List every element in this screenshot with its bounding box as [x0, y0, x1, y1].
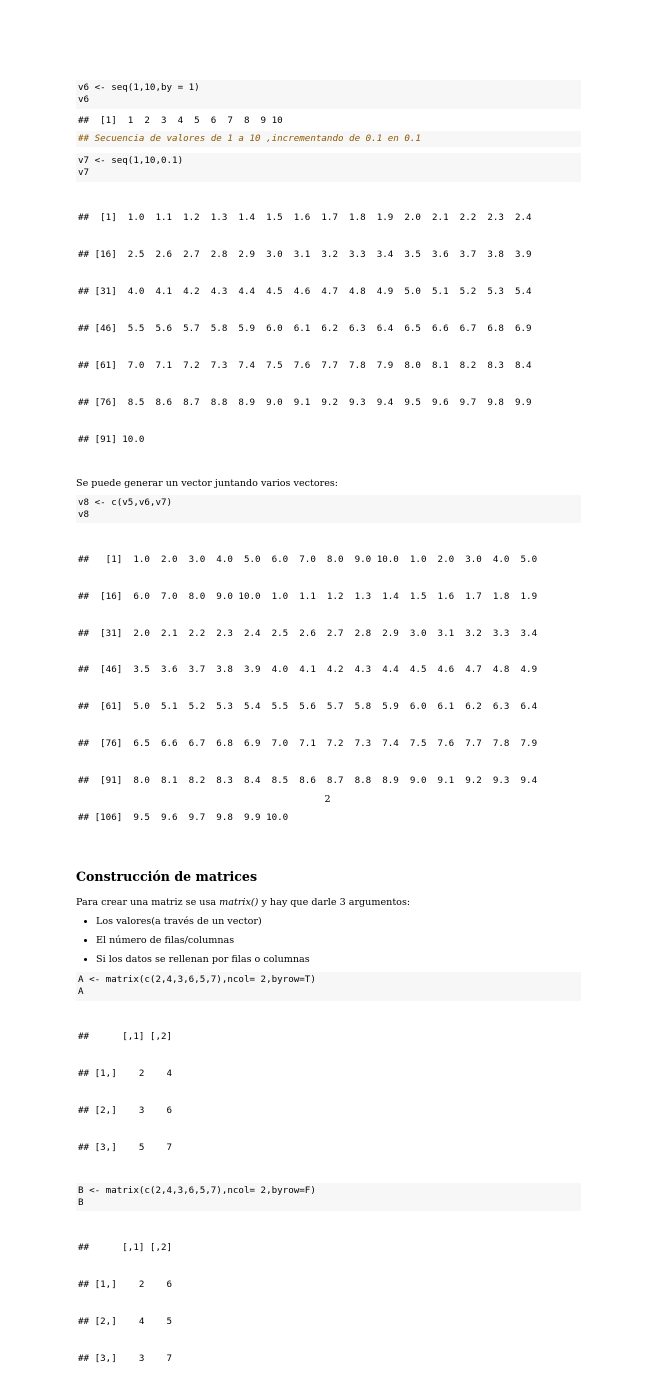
page-content: [76, 80, 581, 1389]
text-segment: y hay que darle 3 argumentos:: [258, 896, 411, 908]
paragraph-matrix-intro: [76, 896, 581, 909]
page-number: 2: [324, 794, 331, 805]
code-line: B <- matrix(c(2,4,3,6,5,7),ncol= 2,byrow=F): [78, 1184, 316, 1196]
output-line: ## [91] 8.0 8.1 8.2 8.3 8.4 8.5 8.6 8.7 8.8 8.9 9.0 9.1 9.2 9.3 9.4: [78, 775, 538, 787]
list-item: • Los valores(a través de un vector): [96, 915, 581, 928]
output-block-v6: [76, 115, 581, 127]
code-block-v8: [76, 495, 581, 524]
output-line: ## [76] 6.5 6.6 6.7 6.8 6.9 7.0 7.1 7.2 7.3 7.4 7.5 7.6 7.7 7.8 7.9: [78, 738, 538, 750]
output-line: ## [1,] 2 4: [78, 1068, 173, 1079]
list-item: • Si los datos se rellenan por filas o columnas: [96, 953, 581, 966]
function-name: matrix(): [219, 896, 259, 908]
code-line: v8: [78, 508, 90, 520]
output-line: ## [3,] 3 7: [78, 1352, 173, 1364]
output-line: ## [16] 6.0 7.0 8.0 9.0 10.0 1.0 1.1 1.2 1.3 1.4 1.5 1.6 1.7 1.8 1.9: [78, 590, 538, 602]
list-item: • El número de filas/columnas: [96, 934, 581, 947]
code-block-comment: [76, 131, 581, 147]
output-line: ## [61] 5.0 5.1 5.2 5.3 5.4 5.5 5.6 5.7 5.8 5.9 6.0 6.1 6.2 6.3 6.4: [78, 701, 538, 713]
output-line: ## [16] 2.5 2.6 2.7 2.8 2.9 3.0 3.1 3.2 3.3 3.4 3.5 3.6 3.7 3.8 3.9: [78, 249, 532, 261]
code-block-matrix-a: [76, 972, 581, 1001]
output-line: ## [1] 1.0 2.0 3.0 4.0 5.0 6.0 7.0 8.0 9.0 10.0 1.0 2.0 3.0 4.0 5.0: [78, 553, 538, 565]
output-line: ## [31] 2.0 2.1 2.2 2.3 2.4 2.5 2.6 2.7 2.8 2.9 3.0 3.1 3.2 3.3 3.4: [78, 627, 538, 639]
code-comment: ## Secuencia de valores de 1 a 10 ,incrementando de 0.1 en 0.1: [78, 132, 421, 144]
output-block-v7: [76, 188, 581, 471]
output-line: ## [61] 7.0 7.1 7.2 7.3 7.4 7.5 7.6 7.7 7.8 7.9 8.0 8.1 8.2 8.3 8.4: [78, 359, 532, 371]
output-line: ## [2,] 3 6: [78, 1104, 173, 1116]
output-line: ## [1] 1 2 3 4 5 6 7 8 9 10: [78, 114, 283, 126]
output-block-matrix-a: [76, 1007, 581, 1179]
code-line: A <- matrix(c(2,4,3,6,5,7),ncol= 2,byrow=T): [78, 973, 316, 985]
output-line: ## [1] 1.0 1.1 1.2 1.3 1.4 1.5 1.6 1.7 1.8 1.9 2.0 2.1 2.2 2.3 2.4: [78, 212, 532, 224]
section-heading: Construcción de matrices: [76, 868, 258, 884]
output-line: ## [106] 9.5 9.6 9.7 9.8 9.9 10.0: [78, 812, 289, 824]
paragraph-join-vectors: Se puede generar un vector juntando varios vectores:: [76, 477, 339, 489]
output-line: ## [31] 4.0 4.1 4.2 4.3 4.4 4.5 4.6 4.7 4.8 4.9 5.0 5.1 5.2 5.3 5.4: [78, 286, 532, 298]
code-line: v7: [78, 167, 90, 179]
output-line: ## [46] 5.5 5.6 5.7 5.8 5.9 6.0 6.1 6.2 6.3 6.4 6.5 6.6 6.7 6.8 6.9: [78, 323, 532, 335]
output-line: ## [,1] [,2]: [78, 1241, 173, 1253]
code-block-v6: [76, 80, 581, 109]
code-line: v7 <- seq(1,10,0.1): [78, 155, 184, 167]
code-line: A: [78, 986, 84, 998]
code-block-v7: [76, 153, 581, 182]
code-line: B: [78, 1196, 84, 1208]
output-line: ## [3,] 5 7: [78, 1141, 173, 1153]
output-line: ## [76] 8.5 8.6 8.7 8.8 8.9 9.0 9.1 9.2 9.3 9.4 9.5 9.6 9.7 9.8 9.9: [78, 396, 532, 408]
output-line: ## [2,] 4 5: [78, 1315, 173, 1327]
code-line: v6 <- seq(1,10,by = 1): [78, 82, 200, 93]
output-block-matrix-b: [76, 1217, 581, 1389]
code-line: v6: [78, 94, 90, 106]
text-segment: Para crear una matriz se usa: [76, 896, 220, 908]
output-line: ## [91] 10.0: [78, 433, 145, 445]
output-line: ## [46] 3.5 3.6 3.7 3.8 3.9 4.0 4.1 4.2 4.3 4.4 4.5 4.6 4.7 4.8 4.9: [78, 664, 538, 676]
output-line: ## [1,] 2 6: [78, 1278, 173, 1290]
output-line: ## [,1] [,2]: [78, 1031, 173, 1043]
code-block-matrix-b: [76, 1183, 581, 1212]
bullet-list: [76, 915, 581, 966]
code-line: v8 <- c(v5,v6,v7): [78, 496, 173, 508]
